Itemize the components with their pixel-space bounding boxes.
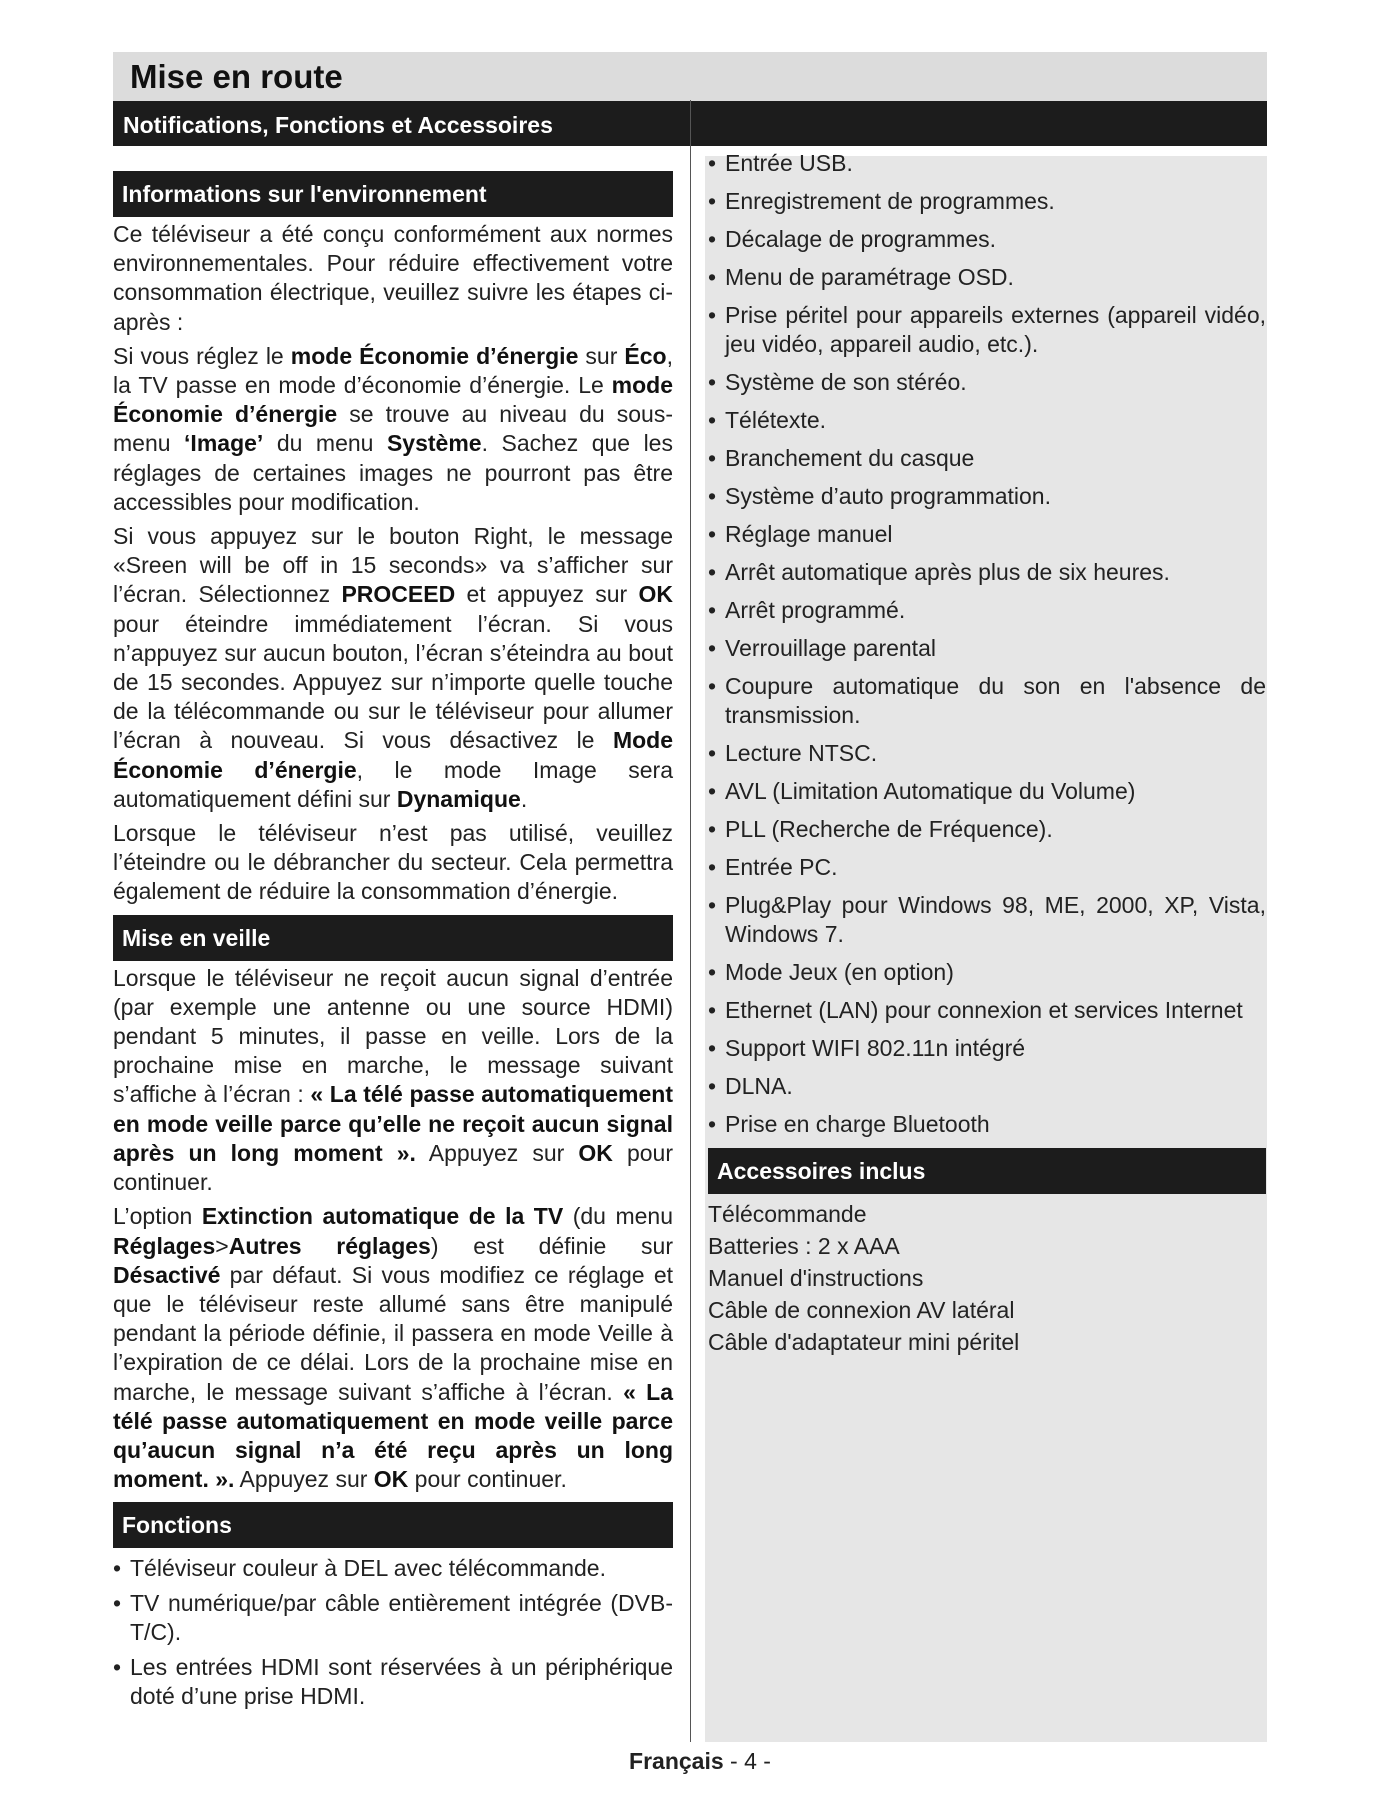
list-item: • Système d’auto programmation. — [708, 482, 1266, 511]
environment-paragraph-1: Ce téléviseur a été conçu conformément aux normes environnementales. Pour réduire effectivement votre consommation électrique, veuillez suivre les étapes ci-après : — [113, 221, 673, 335]
accessory-item: Télécommande — [708, 1201, 867, 1227]
list-item: • Mode Jeux (en option) — [708, 958, 1266, 987]
environment-paragraph-3: Si vous appuyez sur le bouton Right, le message «Sreen will be off in 15 seconds» va s’afficher sur l’écran. Sélectionnez PROCEED et appuyez sur OK pour éteindre immédiatement l’écran. Si vous n’appuyez sur aucun bouton, l’écran s’éteindra au bout de 15 secondes. Appuyez sur n’importe quelle touche de la télécommande ou sur le téléviseur pour allumer l’écran à nouveau. Si vous désactivez le Mode Économie d’énergie, le mode Image sera automatiquement défini sur Dynamique. — [113, 523, 673, 812]
left-column — [113, 171, 673, 1717]
list-item: • Prise péritel pour appareils externes (appareil vidéo, jeu vidéo, appareil audio, etc.). — [708, 301, 1266, 359]
list-item: • PLL (Recherche de Fréquence). — [708, 815, 1266, 844]
list-item: • Enregistrement de programmes. — [708, 187, 1266, 216]
list-item: • Système de son stéréo. — [708, 368, 1266, 397]
features-list-left — [113, 1554, 673, 1711]
list-item: • Arrêt programmé. — [708, 596, 1266, 625]
list-item: • Entrée USB. — [708, 149, 1266, 178]
list-item: • Plug&Play pour Windows 98, ME, 2000, XP, Vista, Windows 7. — [708, 891, 1266, 949]
list-item: • TV numérique/par câble entièrement intégrée (DVB-T/C). — [113, 1589, 673, 1647]
list-item: • Verrouillage parental — [708, 634, 1266, 663]
right-column — [708, 149, 1266, 1358]
accessory-item: Câble de connexion AV latéral — [708, 1297, 1015, 1323]
accessory-item: Manuel d'instructions — [708, 1265, 924, 1291]
list-item: • Coupure automatique du son en l'absence de transmission. — [708, 672, 1266, 730]
list-item: • Support WIFI 802.11n intégré — [708, 1034, 1266, 1063]
list-item: • Prise en charge Bluetooth — [708, 1110, 1266, 1139]
list-item: • Les entrées HDMI sont réservées à un périphérique doté d’une prise HDMI. — [113, 1653, 673, 1711]
list-item: • Branchement du casque — [708, 444, 1266, 473]
list-item: • Entrée PC. — [708, 853, 1266, 882]
accessory-item: Câble d'adaptateur mini péritel — [708, 1329, 1020, 1355]
list-item: • Téléviseur couleur à DEL avec télécommande. — [113, 1554, 673, 1583]
standby-paragraph-1: Lorsque le téléviseur ne reçoit aucun signal d’entrée (par exemple une antenne ou une source HDMI) pendant 5 minutes, il passe en veille. Lors de la prochaine mise en marche, le message suivant s’affiche à l’écran : « La télé passe automatiquement en mode veille parce qu’elle ne reçoit aucun signal après un long moment ». Appuyez sur OK pour continuer. — [113, 964, 673, 1196]
page-title: Mise en route — [130, 58, 343, 95]
list-item: • Décalage de programmes. — [708, 225, 1266, 254]
environment-paragraph-4: Lorsque le téléviseur n’est pas utilisé, veuillez l’éteindre ou le débrancher du secteur. Cela permettra également de réduire la consommation d’énergie. — [113, 820, 673, 905]
standby-heading: Mise en veille — [113, 915, 673, 961]
page-footer — [0, 1748, 1400, 1775]
list-item: • Arrêt automatique après plus de six heures. — [708, 558, 1266, 587]
accessories-list — [708, 1198, 1266, 1358]
list-item: • Menu de paramétrage OSD. — [708, 263, 1266, 292]
column-divider — [690, 100, 691, 1742]
accessories-heading: Accessoires inclus — [708, 1148, 1266, 1194]
environment-paragraph-2: Si vous réglez le mode Économie d’énergie sur Éco, la TV passe en mode d’économie d’énergie. Le mode Économie d’énergie se trouve au niveau du sous-menu ‘Image’ du menu Système. Sachez que les réglages de certaines images ne pourront pas être accessibles pour modification. — [113, 342, 673, 515]
features-list-right — [708, 149, 1266, 1139]
accessory-item: Batteries : 2 x AAA — [708, 1233, 900, 1259]
list-item: • AVL (Limitation Automatique du Volume) — [708, 777, 1266, 806]
footer-page-number: - 4 - — [723, 1748, 771, 1774]
page-title-bar — [113, 52, 1267, 101]
footer-language: Français — [629, 1748, 724, 1774]
list-item: • Lecture NTSC. — [708, 739, 1266, 768]
list-item: • Réglage manuel — [708, 520, 1266, 549]
list-item: • DLNA. — [708, 1072, 1266, 1101]
standby-paragraph-2: L’option Extinction automatique de la TV (du menu Réglages>Autres réglages) est définie sur Désactivé par défaut. Si vous modifiez ce réglage et que le téléviseur reste allumé sans être manipulé pendant la période définie, il passera en mode Veille à l’expiration de ce délai. Lors de la prochaine mise en marche, le message suivant s’affiche à l’écran. « La télé passe automatiquement en mode veille parce qu’aucun signal n’a été reçu après un long moment. ». Appuyez sur OK pour continuer. — [113, 1203, 673, 1493]
features-heading: Fonctions — [113, 1502, 673, 1548]
section-title: Notifications, Fonctions et Accessoires — [123, 112, 553, 138]
environment-heading: Informations sur l'environnement — [113, 171, 673, 217]
list-item: • Ethernet (LAN) pour connexion et services Internet — [708, 996, 1266, 1025]
list-item: • Télétexte. — [708, 406, 1266, 435]
